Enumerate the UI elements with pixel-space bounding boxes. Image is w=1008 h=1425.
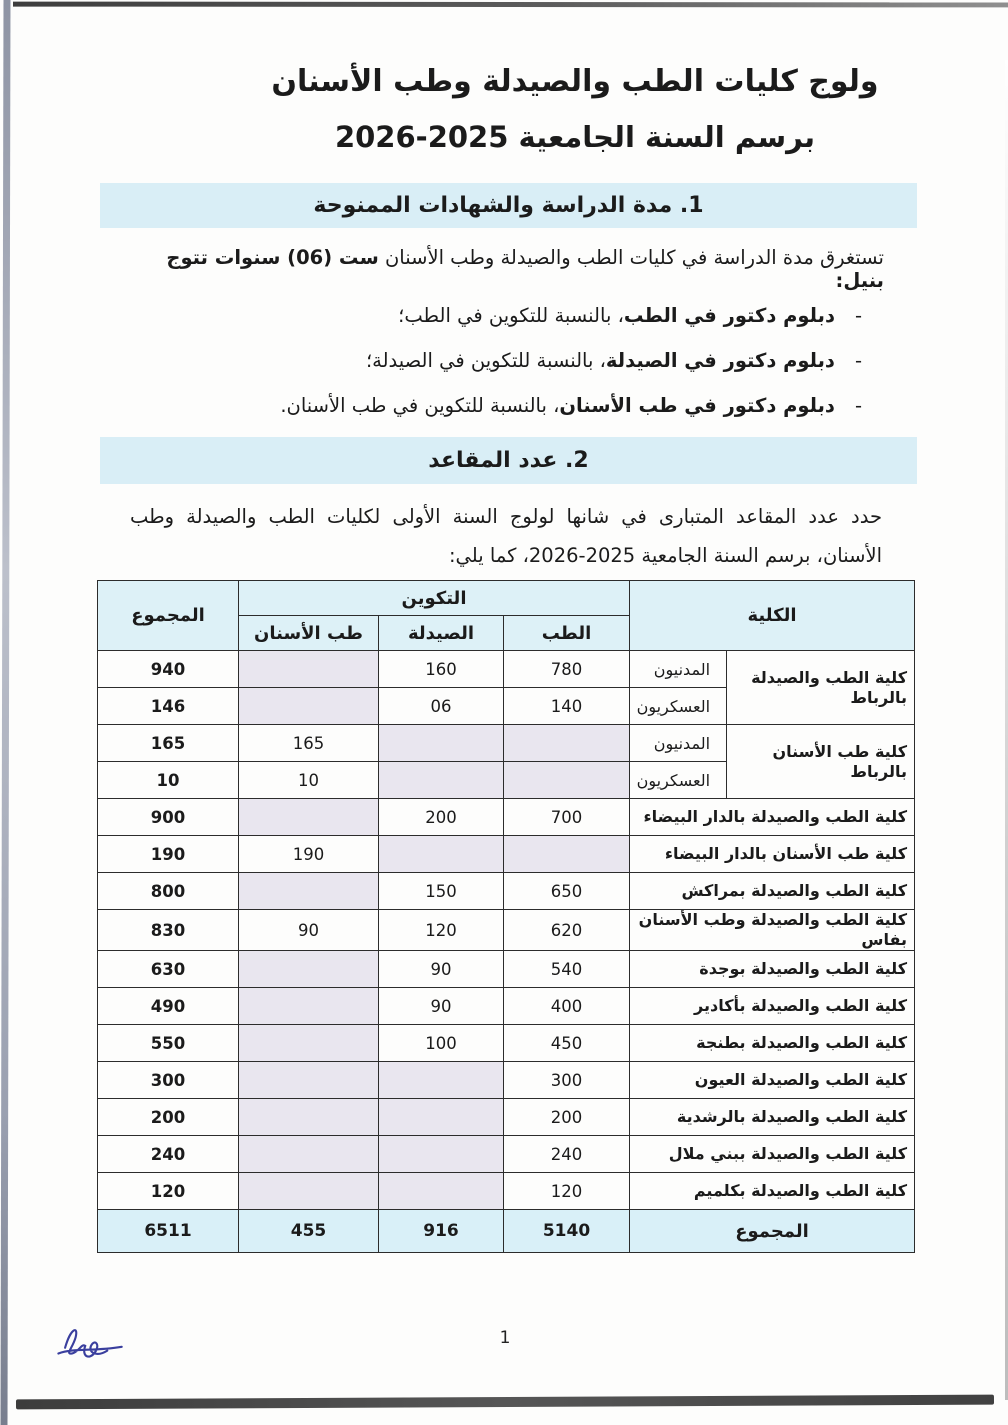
scan-edge-top [13,2,1008,8]
header-total: المجموع [98,581,239,651]
total-dentistry: 455 [239,1210,379,1253]
bullet-dash: - [854,304,862,327]
college-name-cell: كلية الطب والصيدلة بوجدة [630,951,915,988]
row-total-cell: 800 [98,873,239,910]
table-row [98,1025,915,1062]
bullet-pharmacy-diploma [150,338,862,383]
scan-edge-bottom [16,1395,994,1410]
dentistry-seats-cell [239,951,379,988]
pharmacy-seats-cell: 150 [379,873,504,910]
bullet-bold-text: دبلوم دكتور في الطب [623,304,835,327]
dentistry-seats-cell [239,799,379,836]
table-row [98,873,915,910]
bullet-bold-text: دبلوم دكتور في طب الأسنان [559,394,835,417]
header-medicine: الطب [504,616,630,651]
dentistry-seats-cell [239,1173,379,1210]
medicine-seats-cell: 450 [504,1025,630,1062]
medicine-seats-cell [504,836,630,873]
seats-table-header [98,581,915,651]
dentistry-seats-cell: 90 [239,910,379,951]
row-total-cell: 120 [98,1173,239,1210]
college-name-cell: كلية طب الأسنان بالدار البيضاء [630,836,915,873]
dentistry-seats-cell [239,688,379,725]
row-total-cell: 830 [98,910,239,951]
college-name-cell: كلية الطب والصيدلة ببني ملال [630,1136,915,1173]
header-pharmacy: الصيدلة [379,616,504,651]
medicine-seats-cell: 120 [504,1173,630,1210]
dentistry-seats-cell [239,1136,379,1173]
college-name-cell: كلية الطب والصيدلة بالرباط [727,651,915,725]
dentistry-seats-cell [239,1099,379,1136]
section1-intro-normal: تستغرق مدة الدراسة في كليات الطب والصيدلة وطب الأسنان [378,246,884,269]
dentistry-seats-cell [239,988,379,1025]
college-name-cell: كلية الطب والصيدلة بطنجة [630,1025,915,1062]
dentistry-seats-cell: 190 [239,836,379,873]
college-name-cell: كلية الطب والصيدلة بمراكش [630,873,915,910]
medicine-seats-cell: 400 [504,988,630,1025]
dentistry-seats-cell [239,1025,379,1062]
dentistry-seats-cell [239,651,379,688]
row-total-cell: 550 [98,1025,239,1062]
table-row [98,1062,915,1099]
college-name-cell: كلية الطب والصيدلة وطب الأسنان بفاس [630,910,915,951]
table-row [98,1136,915,1173]
table-row [98,910,915,951]
medicine-seats-cell [504,762,630,799]
medicine-seats-cell: 240 [504,1136,630,1173]
pharmacy-seats-cell [379,836,504,873]
table-row [98,988,915,1025]
page-number: 1 [499,1328,511,1348]
document-title-line1: ولوج كليات الطب والصيدلة وطب الأسنان [271,64,879,99]
category-label-cell: العسكريون [630,762,727,799]
seats-table-footer [98,1210,915,1253]
total-pharmacy: 916 [379,1210,504,1253]
row-total-cell: 200 [98,1099,239,1136]
row-total-cell: 940 [98,651,239,688]
document-title-line2: برسم السنة الجامعية 2025-2026 [334,120,816,154]
bullet-dentistry-diploma [150,383,862,428]
section1-intro [148,246,884,292]
table-row [98,725,915,762]
signature-path [58,1330,121,1356]
bullet-bold-text: دبلوم دكتور في الصيدلة [605,349,835,372]
pharmacy-seats-cell: 90 [379,988,504,1025]
header-formation: التكوين [239,581,630,616]
row-total-cell: 900 [98,799,239,836]
medicine-seats-cell: 780 [504,651,630,688]
college-name-cell: كلية الطب والصيدلة بالدار البيضاء [630,799,915,836]
college-name-cell: كلية طب الأسنان بالرباط [727,725,915,799]
college-name-cell: كلية الطب والصيدلة بأكادير [630,988,915,1025]
row-total-cell: 490 [98,988,239,1025]
row-total-cell: 630 [98,951,239,988]
pharmacy-seats-cell [379,1099,504,1136]
section2-heading: 2. عدد المقاعد [100,437,917,484]
row-total-cell: 146 [98,688,239,725]
college-name-cell: كلية الطب والصيدلة بالرشدية [630,1099,915,1136]
table-row [98,651,915,688]
pharmacy-seats-cell [379,1062,504,1099]
total-overall: 6511 [98,1210,239,1253]
pharmacy-seats-cell: 160 [379,651,504,688]
table-row [98,1099,915,1136]
dentistry-seats-cell [239,1062,379,1099]
medicine-seats-cell: 650 [504,873,630,910]
signature-scribble [52,1318,130,1366]
pharmacy-seats-cell [379,1136,504,1173]
section1-heading: 1. مدة الدراسة والشهادات الممنوحة [100,183,917,228]
pharmacy-seats-cell [379,725,504,762]
college-name-cell: كلية الطب والصيدلة بكلميم [630,1173,915,1210]
medicine-seats-cell: 300 [504,1062,630,1099]
table-row [98,951,915,988]
row-total-cell: 300 [98,1062,239,1099]
bullet-dash: - [854,394,862,417]
pharmacy-seats-cell: 06 [379,688,504,725]
section1-intro-bold: ست (06) سنوات تتوج بنيل: [166,246,884,292]
table-row [98,836,915,873]
pharmacy-seats-cell: 90 [379,951,504,988]
pharmacy-seats-cell: 100 [379,1025,504,1062]
pharmacy-seats-cell [379,1173,504,1210]
bullet-dash: - [854,349,862,372]
bullet-rest-text: ، بالنسبة للتكوين في الصيدلة؛ [365,349,606,372]
header-college: الكلية [630,581,915,651]
total-medicine: 5140 [504,1210,630,1253]
college-name-cell: كلية الطب والصيدلة العيون [630,1062,915,1099]
category-label-cell: العسكريون [630,688,727,725]
category-label-cell: المدنيون [630,651,727,688]
seats-table [97,580,915,1253]
table-row [98,799,915,836]
dentistry-seats-cell: 165 [239,725,379,762]
total-row-label: المجموع [630,1210,915,1253]
row-total-cell: 10 [98,762,239,799]
bullet-medicine-diploma [150,293,862,338]
medicine-seats-cell: 620 [504,910,630,951]
header-dentistry: طب الأسنان [239,616,379,651]
table-row [98,1173,915,1210]
medicine-seats-cell [504,725,630,762]
pharmacy-seats-cell: 120 [379,910,504,951]
medicine-seats-cell: 200 [504,1099,630,1136]
pharmacy-seats-cell [379,762,504,799]
dentistry-seats-cell: 10 [239,762,379,799]
row-total-cell: 165 [98,725,239,762]
category-label-cell: المدنيون [630,725,727,762]
diploma-bullet-list [150,293,862,428]
table-total-row [98,1210,915,1253]
seats-table-body [98,651,915,1210]
section2-intro: حدد عدد المقاعد المتبارى في شانها لولوج السنة الأولى لكليات الطب والصيدلة وطب الأسنان، برسم السنة الجامعية 2025-2026، كما يلي: [130,505,882,567]
row-total-cell: 240 [98,1136,239,1173]
bullet-rest-text: ، بالنسبة للتكوين في الطب؛ [398,304,624,327]
dentistry-seats-cell [239,873,379,910]
pharmacy-seats-cell: 200 [379,799,504,836]
medicine-seats-cell: 140 [504,688,630,725]
medicine-seats-cell: 700 [504,799,630,836]
bullet-rest-text: ، بالنسبة للتكوين في طب الأسنان. [280,394,560,417]
medicine-seats-cell: 540 [504,951,630,988]
row-total-cell: 190 [98,836,239,873]
scan-edge-left [1,0,11,1425]
